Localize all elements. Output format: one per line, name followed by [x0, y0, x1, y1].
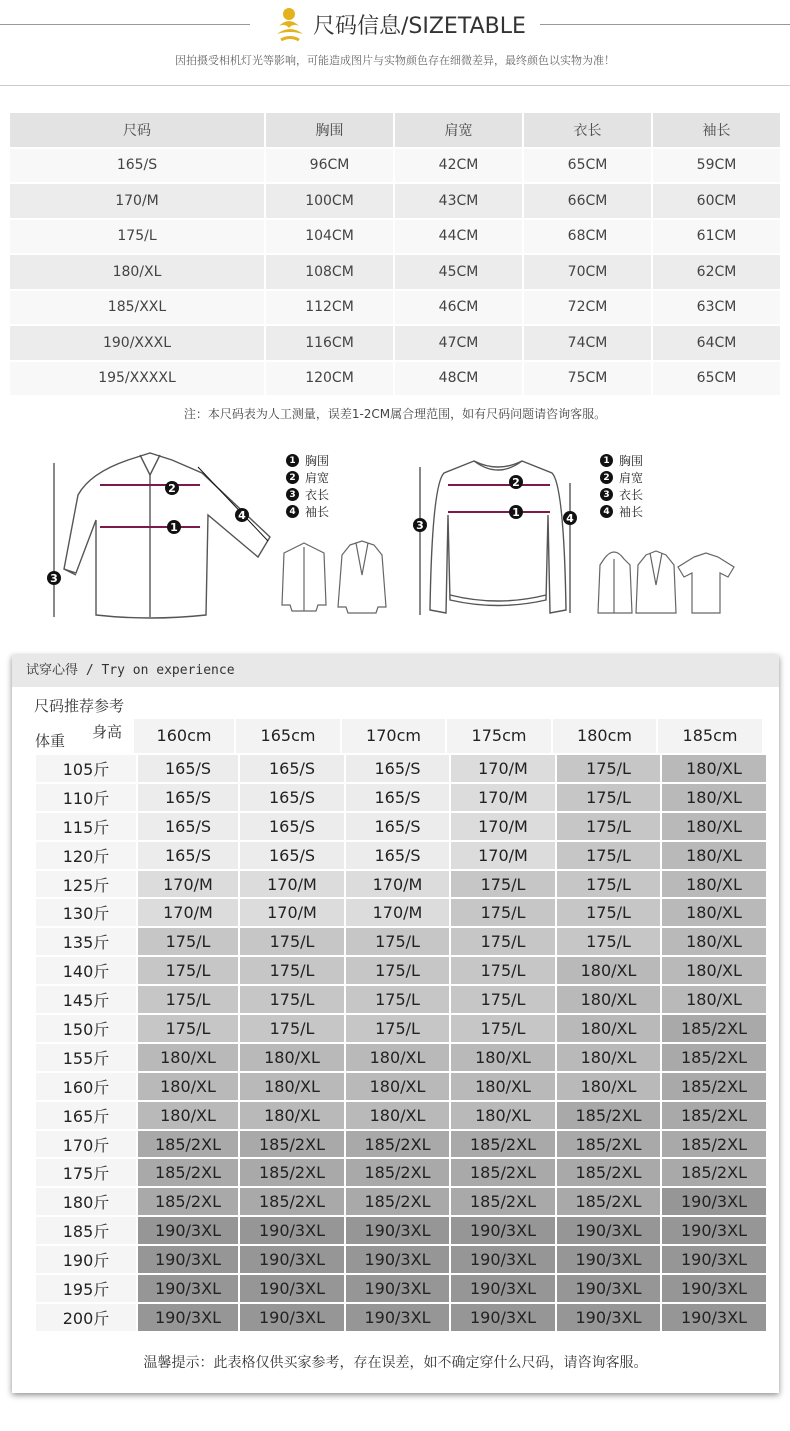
table-cell: 112CM	[266, 291, 393, 325]
size-cell: 180/XL	[557, 1073, 660, 1100]
size-cell: 185/2XL	[662, 1015, 766, 1042]
table-cell: 190/XXXL	[10, 326, 264, 360]
size-cell: 175/L	[451, 928, 555, 955]
table-cell: 75CM	[524, 362, 651, 396]
legend-item	[600, 503, 643, 520]
panel-title: 试穿心得 / Try on experience	[12, 655, 779, 687]
weight-label: 105斤	[36, 755, 136, 782]
size-cell: 180/XL	[451, 1044, 555, 1071]
table-cell: 72CM	[524, 291, 651, 325]
table-cell: 64CM	[653, 326, 780, 360]
casual-wear-icons	[594, 545, 744, 620]
weight-label: 125斤	[36, 871, 136, 898]
table-cell: 60CM	[653, 184, 780, 218]
number-badge: 3	[286, 488, 299, 501]
size-cell: 180/XL	[240, 1102, 344, 1129]
size-cell: 190/3XL	[451, 1275, 555, 1302]
size-cell: 190/3XL	[451, 1217, 555, 1244]
size-cell: 190/3XL	[662, 1188, 766, 1215]
svg-text:2: 2	[512, 476, 520, 489]
divider	[540, 24, 790, 25]
height-header-row	[134, 719, 764, 753]
table-row	[10, 149, 780, 183]
size-cell: 175/L	[138, 928, 238, 955]
shirt-measurement-diagram	[40, 445, 290, 630]
size-cell: 180/XL	[662, 871, 766, 898]
size-cell: 175/L	[240, 928, 344, 955]
table-cell: 43CM	[395, 184, 522, 218]
size-cell: 180/XL	[346, 1102, 449, 1129]
size-cell: 170/M	[451, 813, 555, 840]
table-cell: 47CM	[395, 326, 522, 360]
size-cell: 170/M	[138, 899, 238, 926]
size-cell: 185/2XL	[662, 1131, 766, 1158]
size-cell: 190/3XL	[138, 1217, 238, 1244]
table-cell: 108CM	[266, 255, 393, 289]
table-row	[36, 957, 766, 984]
size-cell: 170/M	[240, 871, 344, 898]
size-cell: 190/3XL	[557, 1275, 660, 1302]
height-header: 170cm	[342, 719, 445, 753]
weight-axis-label: 体重	[35, 732, 66, 750]
number-badge: 1	[286, 454, 299, 467]
size-cell: 175/L	[346, 1015, 449, 1042]
svg-text:2: 2	[168, 482, 176, 495]
weight-label: 175斤	[36, 1159, 136, 1186]
size-cell: 185/2XL	[346, 1159, 449, 1186]
weight-label: 135斤	[36, 928, 136, 955]
size-cell: 185/2XL	[557, 1188, 660, 1215]
table-row	[10, 291, 780, 325]
size-cell: 180/XL	[138, 1044, 238, 1071]
size-cell: 165/S	[138, 813, 238, 840]
table-cell: 45CM	[395, 255, 522, 289]
size-cell: 175/L	[557, 813, 660, 840]
size-cell: 185/2XL	[662, 1159, 766, 1186]
size-cell: 180/XL	[662, 813, 766, 840]
panel-subtitle: 尺码推荐参考	[34, 697, 125, 715]
size-cell: 175/L	[451, 957, 555, 984]
jacket-icons	[278, 535, 393, 620]
legend-item	[600, 452, 643, 469]
weight-label: 195斤	[36, 1275, 136, 1302]
size-cell: 170/M	[240, 899, 344, 926]
table-row	[36, 1246, 766, 1273]
size-cell: 185/2XL	[138, 1131, 238, 1158]
weight-label: 165斤	[36, 1102, 136, 1129]
table-cell: 170/M	[10, 184, 264, 218]
svg-text:1: 1	[170, 521, 178, 534]
table-cell: 175/L	[10, 220, 264, 254]
svg-text:3: 3	[50, 572, 58, 585]
size-cell: 180/XL	[662, 784, 766, 811]
size-cell: 170/M	[346, 899, 449, 926]
size-cell: 180/XL	[240, 1044, 344, 1071]
legend-label: 胸围	[305, 454, 330, 468]
size-cell: 180/XL	[662, 986, 766, 1013]
measurement-note: 注：本尺码表为人工测量，误差1-2CM属合理范围，如有尺码问题请咨询客服。	[183, 407, 607, 421]
size-cell: 190/3XL	[346, 1246, 449, 1273]
legend-item	[286, 452, 329, 469]
table-cell: 185/XXL	[10, 291, 264, 325]
size-cell: 175/L	[451, 871, 555, 898]
number-badge: 2	[286, 471, 299, 484]
table-row	[36, 1015, 766, 1042]
weight-label: 145斤	[36, 986, 136, 1013]
size-cell: 180/XL	[138, 1102, 238, 1129]
size-cell: 190/3XL	[346, 1275, 449, 1302]
number-badge: 1	[600, 454, 613, 467]
table-row	[36, 784, 766, 811]
height-header: 165cm	[236, 719, 340, 753]
table-cell: 42CM	[395, 149, 522, 183]
sweater-measurement-diagram	[404, 445, 594, 630]
size-cell: 175/L	[557, 755, 660, 782]
size-cell: 170/M	[138, 871, 238, 898]
table-row	[10, 220, 780, 254]
height-header: 175cm	[447, 719, 551, 753]
weight-label: 140斤	[36, 957, 136, 984]
size-cell: 180/XL	[240, 1073, 344, 1100]
size-cell: 165/S	[346, 813, 449, 840]
size-cell: 185/2XL	[557, 1159, 660, 1186]
height-header: 160cm	[134, 719, 234, 753]
legend-item	[600, 469, 643, 486]
size-cell: 175/L	[451, 899, 555, 926]
weight-label: 130斤	[36, 899, 136, 926]
number-badge: 4	[600, 505, 613, 518]
size-cell: 175/L	[557, 842, 660, 869]
header-cell: 袖长	[653, 113, 780, 147]
table-row	[36, 1275, 766, 1302]
size-cell: 190/3XL	[346, 1304, 449, 1331]
legend-item	[286, 503, 329, 520]
size-cell: 170/M	[451, 755, 555, 782]
number-badge: 3	[600, 488, 613, 501]
table-cell: 62CM	[653, 255, 780, 289]
legend-item	[286, 469, 329, 486]
size-cell: 185/2XL	[346, 1131, 449, 1158]
height-header: 180cm	[553, 719, 656, 753]
table-row	[36, 755, 766, 782]
weight-label: 115斤	[36, 813, 136, 840]
header-cell: 肩宽	[395, 113, 522, 147]
size-cell: 180/XL	[662, 899, 766, 926]
table-row	[36, 871, 766, 898]
size-cell: 185/2XL	[557, 1102, 660, 1129]
legend-sweater	[600, 452, 643, 520]
table-row	[36, 1304, 766, 1331]
height-header: 185cm	[658, 719, 762, 753]
size-cell: 175/L	[138, 1015, 238, 1042]
size-cell: 165/S	[240, 842, 344, 869]
size-cell: 185/2XL	[662, 1102, 766, 1129]
size-cell: 175/L	[138, 957, 238, 984]
size-cell: 180/XL	[557, 957, 660, 984]
size-cell: 185/2XL	[451, 1131, 555, 1158]
table-cell: 116CM	[266, 326, 393, 360]
table-cell: 65CM	[653, 362, 780, 396]
size-cell: 180/XL	[662, 957, 766, 984]
header-cell: 尺码	[10, 113, 264, 147]
size-cell: 190/3XL	[138, 1275, 238, 1302]
weight-label: 150斤	[36, 1015, 136, 1042]
number-badge: 2	[600, 471, 613, 484]
size-cell: 165/S	[138, 755, 238, 782]
table-row	[10, 326, 780, 360]
size-cell: 185/2XL	[557, 1131, 660, 1158]
size-cell: 180/XL	[662, 928, 766, 955]
size-cell: 165/S	[138, 784, 238, 811]
weight-label: 160斤	[36, 1073, 136, 1100]
size-cell: 180/XL	[451, 1073, 555, 1100]
size-cell: 185/2XL	[240, 1188, 344, 1215]
header-cell: 衣长	[524, 113, 651, 147]
size-cell: 185/2XL	[138, 1159, 238, 1186]
size-cell: 180/XL	[346, 1044, 449, 1071]
size-cell: 190/3XL	[240, 1246, 344, 1273]
size-cell: 180/XL	[451, 1102, 555, 1129]
size-cell: 175/L	[346, 928, 449, 955]
size-cell: 190/3XL	[240, 1304, 344, 1331]
table-row	[36, 1188, 766, 1215]
page-title: 尺码信息/SIZETABLE	[313, 14, 526, 39]
size-cell: 190/3XL	[451, 1304, 555, 1331]
size-cell: 180/XL	[138, 1073, 238, 1100]
size-cell: 165/S	[240, 784, 344, 811]
table-cell: 68CM	[524, 220, 651, 254]
table-row	[36, 899, 766, 926]
size-cell: 190/3XL	[557, 1304, 660, 1331]
table-cell: 100CM	[266, 184, 393, 218]
legend-item	[600, 486, 643, 503]
size-cell: 185/2XL	[451, 1188, 555, 1215]
size-cell: 165/S	[240, 813, 344, 840]
color-disclaimer: 因拍摄受相机灯光等影响，可能造成图片与实物颜色存在细微差异，最终颜色以实物为准！	[175, 54, 615, 67]
svg-text:1: 1	[512, 506, 520, 519]
tip-text: 温馨提示：此表格仅供买家参考，存在误差，如不确定穿什么尺码，请咨询客服。	[143, 1355, 648, 1371]
size-cell: 165/S	[346, 755, 449, 782]
weight-label: 155斤	[36, 1044, 136, 1071]
size-cell: 170/M	[346, 871, 449, 898]
table-cell: 46CM	[395, 291, 522, 325]
legend-label: 肩宽	[305, 471, 330, 485]
size-cell: 175/L	[346, 957, 449, 984]
header	[0, 0, 790, 86]
size-cell: 175/L	[557, 928, 660, 955]
table-cell: 180/XL	[10, 255, 264, 289]
table-row	[36, 1217, 766, 1244]
weight-label: 110斤	[36, 784, 136, 811]
table-cell: 48CM	[395, 362, 522, 396]
height-axis-label: 身高	[92, 723, 123, 741]
divider	[0, 24, 250, 25]
header-cell: 胸围	[266, 113, 393, 147]
size-cell: 175/L	[346, 986, 449, 1013]
table-cell: 104CM	[266, 220, 393, 254]
size-cell: 165/S	[346, 784, 449, 811]
number-badge: 4	[286, 505, 299, 518]
size-cell: 190/3XL	[557, 1217, 660, 1244]
size-cell: 185/2XL	[451, 1159, 555, 1186]
size-cell: 175/L	[451, 1015, 555, 1042]
size-cell: 180/XL	[662, 755, 766, 782]
weight-label: 170斤	[36, 1131, 136, 1158]
size-cell: 180/XL	[662, 842, 766, 869]
size-cell: 170/M	[451, 784, 555, 811]
table-cell: 59CM	[653, 149, 780, 183]
table-row	[36, 1044, 766, 1071]
weight-label: 190斤	[36, 1246, 136, 1273]
size-cell: 190/3XL	[240, 1217, 344, 1244]
table-row	[36, 1102, 766, 1129]
size-cell: 175/L	[557, 899, 660, 926]
size-cell: 190/3XL	[138, 1304, 238, 1331]
legend-label: 衣长	[305, 488, 330, 502]
table-row	[36, 1073, 766, 1100]
size-cell: 175/L	[451, 986, 555, 1013]
size-table-header	[10, 113, 780, 147]
gold-logo-icon	[273, 4, 307, 42]
table-cell: 96CM	[266, 149, 393, 183]
table-row	[36, 813, 766, 840]
table-row	[36, 986, 766, 1013]
size-cell: 165/S	[240, 755, 344, 782]
svg-text:3: 3	[416, 519, 424, 532]
size-cell: 170/M	[451, 842, 555, 869]
size-cell: 165/S	[346, 842, 449, 869]
svg-text:4: 4	[238, 509, 246, 522]
size-cell: 175/L	[138, 986, 238, 1013]
table-row	[10, 184, 780, 218]
legend-label: 肩宽	[619, 471, 644, 485]
table-row	[36, 928, 766, 955]
legend-shirt	[286, 452, 329, 520]
size-cell: 180/XL	[346, 1073, 449, 1100]
table-cell: 120CM	[266, 362, 393, 396]
table-cell: 195/XXXXL	[10, 362, 264, 396]
weight-label: 120斤	[36, 842, 136, 869]
legend-item	[286, 486, 329, 503]
size-cell: 190/3XL	[557, 1246, 660, 1273]
table-row	[36, 1159, 766, 1186]
size-cell: 175/L	[240, 986, 344, 1013]
size-cell: 165/S	[138, 842, 238, 869]
divider	[0, 85, 790, 86]
size-cell: 190/3XL	[662, 1217, 766, 1244]
size-cell: 190/3XL	[662, 1304, 766, 1331]
size-cell: 175/L	[557, 871, 660, 898]
size-cell: 185/2XL	[662, 1073, 766, 1100]
size-cell: 175/L	[240, 957, 344, 984]
legend-label: 胸围	[619, 454, 644, 468]
table-row	[36, 1131, 766, 1158]
size-cell: 185/2XL	[240, 1131, 344, 1158]
size-cell: 190/3XL	[240, 1275, 344, 1302]
weight-label: 185斤	[36, 1217, 136, 1244]
size-cell: 185/2XL	[346, 1188, 449, 1215]
table-cell: 44CM	[395, 220, 522, 254]
table-cell: 165/S	[10, 149, 264, 183]
size-table	[8, 111, 782, 397]
size-cell: 185/2XL	[662, 1044, 766, 1071]
size-cell: 175/L	[557, 784, 660, 811]
legend-label: 衣长	[619, 488, 644, 502]
tryon-panel	[12, 655, 779, 1393]
legend-label: 袖长	[305, 505, 330, 519]
size-cell: 190/3XL	[138, 1246, 238, 1273]
size-cell: 180/XL	[557, 986, 660, 1013]
table-row	[10, 255, 780, 289]
size-cell: 185/2XL	[138, 1188, 238, 1215]
size-cell: 175/L	[240, 1015, 344, 1042]
size-cell: 190/3XL	[346, 1217, 449, 1244]
table-row	[10, 362, 780, 396]
size-cell: 180/XL	[557, 1015, 660, 1042]
size-recommendation-table	[34, 753, 768, 1333]
weight-label: 200斤	[36, 1304, 136, 1331]
table-cell: 70CM	[524, 255, 651, 289]
table-cell: 61CM	[653, 220, 780, 254]
table-cell: 63CM	[653, 291, 780, 325]
size-cell: 190/3XL	[451, 1246, 555, 1273]
table-cell: 65CM	[524, 149, 651, 183]
weight-label: 180斤	[36, 1188, 136, 1215]
legend-label: 袖长	[619, 505, 644, 519]
size-cell: 185/2XL	[240, 1159, 344, 1186]
size-cell: 180/XL	[557, 1044, 660, 1071]
size-cell: 190/3XL	[662, 1275, 766, 1302]
table-cell: 66CM	[524, 184, 651, 218]
svg-text:4: 4	[566, 512, 574, 525]
size-cell: 190/3XL	[662, 1246, 766, 1273]
table-cell: 74CM	[524, 326, 651, 360]
table-row	[36, 842, 766, 869]
